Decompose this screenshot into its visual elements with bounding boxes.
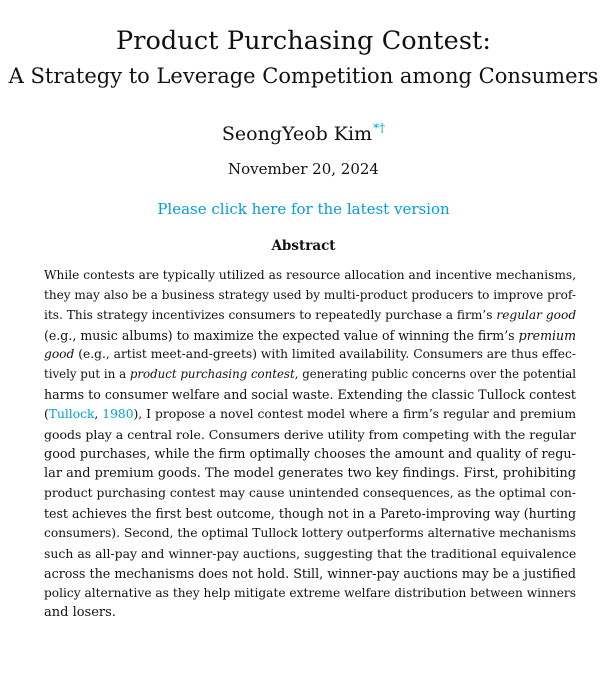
author-name: SeongYeob Kim [221,123,373,145]
abstract-emphasis: good [44,347,75,362]
abstract-line [44,326,576,346]
abstract-text: ), I propose a novel contest model where a firm’s regular and premium [133,406,576,421]
abstract-line [44,405,576,425]
abstract-text: (e.g., music albums) to maximize the expected value of winning the firm’s [44,327,519,343]
abstract-emphasis: premium [518,327,576,343]
abstract-line: harms to consumer welfare and social waste. Extending the classic Tullock contest [44,387,576,403]
abstract-line: and losers. [44,605,116,621]
paper-date: November 20, 2024 [228,160,379,178]
abstract-line: goods play a central role. Consumers derive utility from competing with the regular [44,426,576,442]
abstract-line: product purchasing contest may cause unintended consequences, as the optimal con- [44,486,576,501]
abstract-text: ( [44,406,49,421]
abstract-line: such as all-pay and winner-pay auctions, suggesting that the traditional equivalence [44,545,577,561]
abstract-emphasis: product purchasing contest [129,367,295,382]
abstract-line: lar and premium goods. The model generates two key findings. First, prohibiting [44,466,576,482]
abstract-line: they may also be a business strategy used by multi-product producers to improve prof- [44,287,576,302]
abstract-line: policy alternative as they help mitigate extreme welfare distribution between winners [44,585,576,600]
abstract-line [44,306,576,326]
abstract-line: good purchases, while the firm optimally chooses the amount and quality of regu- [44,446,576,462]
abstract-line: While contests are typically utilized as resource allocation and incentive mechanisms, [44,268,576,282]
author-line [0,115,607,147]
abstract-text: (e.g., artist meet-and-greets) with limited availability. Consumers are thus effec- [74,347,576,362]
abstract-heading: Abstract [271,238,336,254]
citation-separator: , [94,406,103,421]
abstract-line: test achieves the first best outcome, though not in a Pareto-improving way (hurting [44,506,576,522]
abstract-body [44,266,576,623]
citation-year-link[interactable]: 1980 [102,406,134,421]
citation-author-link[interactable]: Tullock [48,406,95,421]
latest-version-line [0,199,607,219]
latest-version-link[interactable]: Please click here for the latest version [157,200,450,218]
paper-title: Product Purchasing Contest: [115,26,492,56]
author-footnote-marks[interactable]: *† [373,121,386,135]
paper-subtitle: A Strategy to Leverage Competition among Consumers [8,64,599,88]
abstract-line: consumers). Second, the optimal Tullock lottery outperforms alternative mechanisms [44,525,576,540]
abstract-text: , generating public concerns over the potential [294,367,576,382]
abstract-line: across the mechanisms does not hold. Still, winner-pay auctions may be a justified [44,565,576,581]
abstract-line [44,345,576,365]
abstract-text: its. This strategy incentivizes consumers to repeatedly purchase a firm’s [44,307,497,322]
abstract-text: tively put in a [44,367,130,382]
abstract-emphasis: regular good [496,307,577,322]
abstract-line [44,365,576,385]
